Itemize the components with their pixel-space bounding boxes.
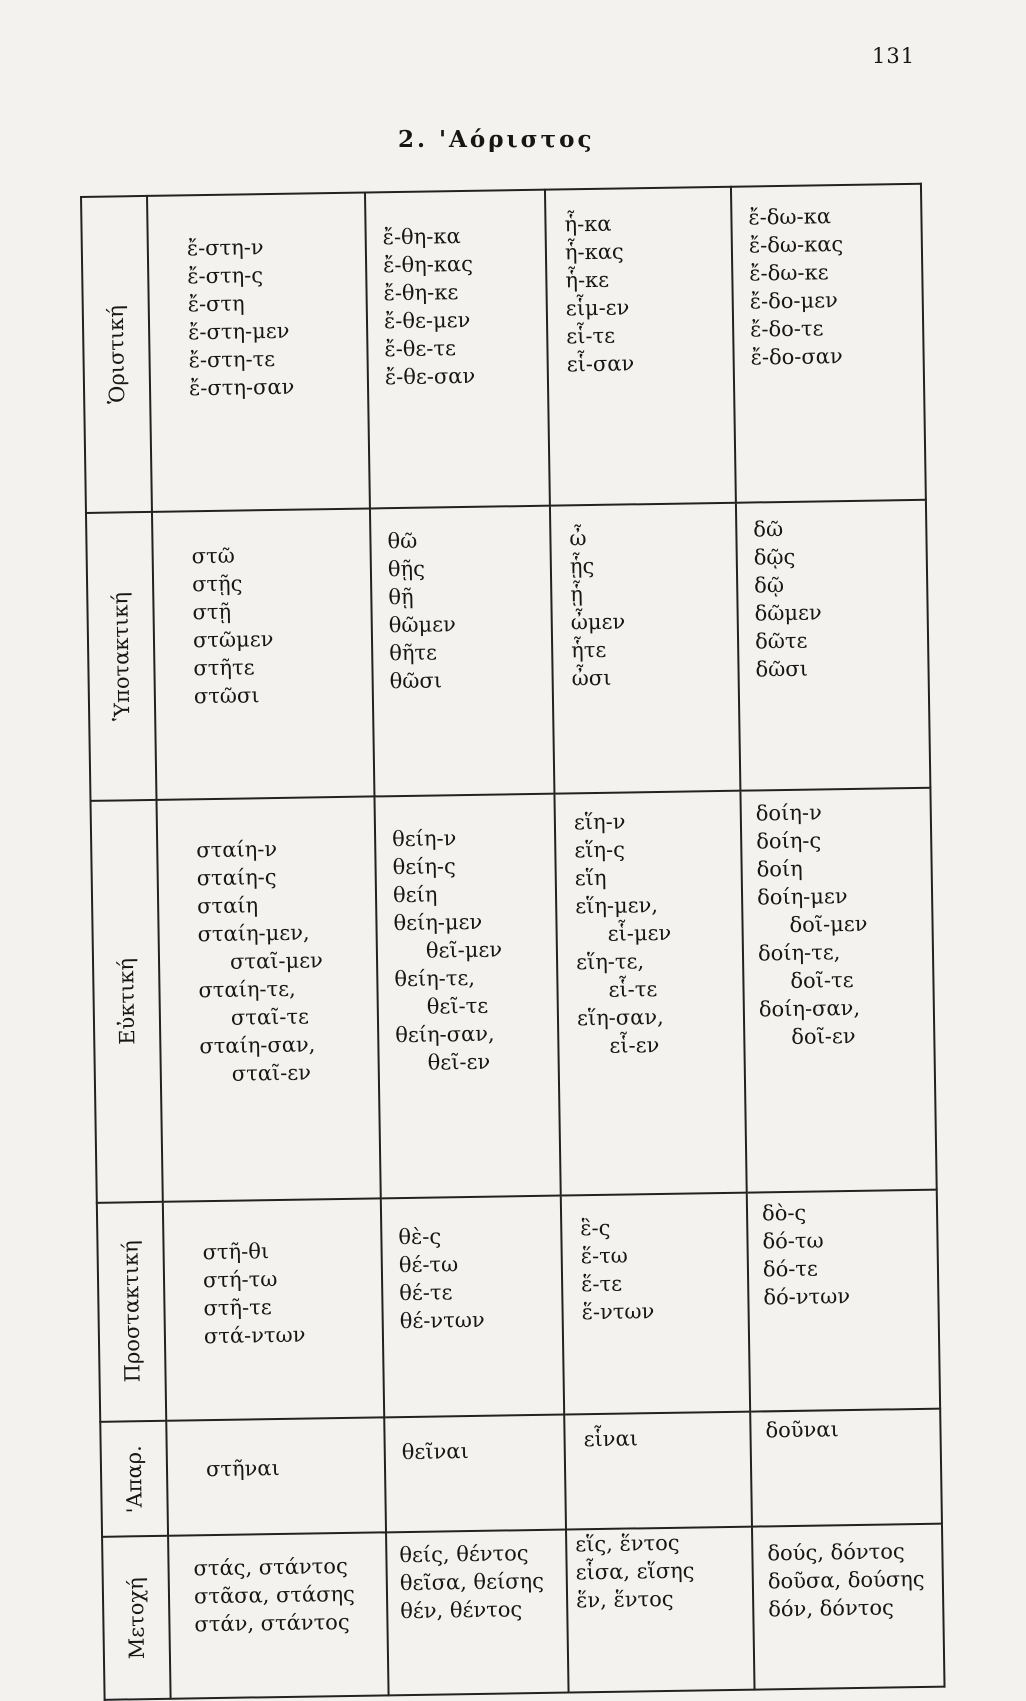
form: θεῖ-μεν <box>425 937 503 964</box>
form: ὦμεν <box>570 609 626 635</box>
form: εἵη-τε, <box>575 949 645 975</box>
forms-cell <box>168 1533 389 1699</box>
form: εἵη-σαν, <box>576 1005 664 1031</box>
mood-label-imperative: Προστακτική <box>118 1240 145 1383</box>
form: δόν, δόντος <box>768 1595 894 1622</box>
form: δοῖ-εν <box>791 1024 856 1050</box>
form: στῆτε <box>193 655 255 681</box>
form: στῶσι <box>193 683 260 709</box>
form: θείη-μεν <box>393 910 483 936</box>
form: δοῖ-μεν <box>789 912 868 938</box>
form: δοίη-ν <box>755 800 822 826</box>
forms-list <box>751 1409 939 1444</box>
form: θῶσι <box>389 668 443 694</box>
form: θεῖ-τε <box>426 994 489 1020</box>
form: ἧ-κας <box>564 239 624 265</box>
form: ὦσι <box>571 666 612 691</box>
form: ἔ-στη-τε <box>188 346 276 373</box>
form: στῆ-τε <box>203 1294 272 1320</box>
form: εἷμ-εν <box>565 295 630 321</box>
mood-label-cell <box>86 512 157 801</box>
form: ἕ-τω <box>580 1243 629 1268</box>
form: ἔ-στη-ς <box>187 263 264 289</box>
form: ἔ-δο-τε <box>749 316 824 342</box>
mood-label-participle: Μετοχή <box>123 1576 149 1660</box>
form: δοῖ-τε <box>790 968 854 994</box>
page-title: 2. 'Αόριστος <box>398 126 595 153</box>
form: δῶτε <box>754 628 808 654</box>
form: ἔ-θε-σαν <box>384 363 476 390</box>
forms-list <box>366 191 547 392</box>
form: εἷ-σαν <box>566 351 635 377</box>
form: ἧ-κα <box>564 211 612 237</box>
mood-label-subjunctive: Ὑποτακτική <box>108 592 135 722</box>
conjugation-table <box>80 183 946 1701</box>
form: εἷ-τε <box>566 323 616 349</box>
form: ἔ-δω-κας <box>748 232 844 258</box>
form: θέ-τε <box>399 1279 453 1305</box>
forms-list <box>555 792 743 1061</box>
form: στῶ <box>191 543 235 569</box>
form: σταίη <box>196 893 259 919</box>
forms-list <box>153 510 372 711</box>
form: σταίη-μεν, <box>197 920 310 947</box>
mood-label-cell <box>81 196 152 513</box>
form: δῶμεν <box>754 600 822 626</box>
mood-label-infinitive: 'Απαρ. <box>121 1444 147 1514</box>
form: θῶμεν <box>388 612 457 638</box>
form: σταῖ-τε <box>230 1004 310 1031</box>
forms-cell <box>374 794 560 1198</box>
form: εἵς, ἕντος <box>575 1531 680 1557</box>
forms-cell <box>163 1198 384 1421</box>
form: ἔ-στη-σαν <box>188 374 295 401</box>
forms-cell <box>550 503 741 794</box>
form: ἔ-δω-κα <box>748 204 832 230</box>
form: σταῖ-εν <box>231 1060 312 1087</box>
form: θείς, θέντος <box>399 1541 529 1568</box>
form: στῶμεν <box>192 627 274 653</box>
forms-cell <box>545 187 736 506</box>
table-row-imperative <box>97 1189 940 1421</box>
form: ἧ-κε <box>565 267 610 293</box>
form: εἵη-ς <box>574 837 626 863</box>
form: δῶσι <box>755 656 809 682</box>
form: ἓ-ς <box>580 1215 611 1240</box>
forms-cell <box>166 1417 386 1536</box>
forms-list <box>753 1525 942 1624</box>
form: ἔ-θη-κας <box>382 251 474 278</box>
forms-list <box>546 188 733 379</box>
forms-cell <box>736 500 931 791</box>
form: θεῖ-εν <box>427 1050 491 1076</box>
forms-cell <box>731 184 926 503</box>
form: ἔ-στη-μεν <box>187 318 290 345</box>
form: δοίη <box>756 857 803 882</box>
form: θῆτε <box>389 640 438 666</box>
form: ἔ-θη-κα <box>382 224 461 250</box>
form: δοίη-σαν, <box>758 996 861 1022</box>
forms-list <box>748 1190 938 1311</box>
form: θέ-τω <box>398 1251 459 1277</box>
form: εἵη-μεν, <box>575 893 659 919</box>
form: ἔ-δω-κε <box>749 260 829 286</box>
form: δῷ <box>754 573 785 598</box>
forms-list <box>562 1193 748 1326</box>
form: εἷναι <box>583 1426 639 1452</box>
form: δό-τω <box>762 1228 824 1254</box>
form: στάς, στάντος <box>193 1554 348 1581</box>
forms-list <box>164 1199 382 1350</box>
forms-cell <box>147 193 370 513</box>
forms-list <box>567 1528 752 1615</box>
forms-list <box>382 1196 562 1335</box>
form: στᾶσα, στάσης <box>193 1582 355 1609</box>
mood-label-cell <box>97 1201 166 1421</box>
form: ἕ-τε <box>580 1271 623 1296</box>
forms-list <box>148 194 367 403</box>
form: στῇς <box>191 571 243 597</box>
form: εἷ-εν <box>609 1033 660 1059</box>
table-row-optative <box>91 788 937 1202</box>
table-row-subjunctive <box>86 500 930 801</box>
form: θέν, θέντος <box>400 1597 523 1624</box>
mood-label-indicative: Ὁριστική <box>103 305 130 405</box>
forms-cell <box>566 1527 755 1692</box>
forms-cell <box>752 1524 945 1689</box>
forms-list <box>741 789 933 1052</box>
form: εἵη-ν <box>573 809 626 835</box>
forms-cell <box>564 1411 752 1530</box>
forms-list <box>387 1531 566 1626</box>
form: δῷς <box>753 545 796 570</box>
form: ἔ-θε-μεν <box>383 307 471 334</box>
forms-list <box>737 501 928 684</box>
form: δό-τε <box>762 1256 819 1282</box>
forms-list <box>385 1415 564 1466</box>
form: θῇς <box>387 556 426 582</box>
form: εἷ-μεν <box>607 921 672 947</box>
forms-cell <box>747 1189 940 1411</box>
forms-cell <box>386 1530 569 1695</box>
form: ᾗς <box>569 554 595 579</box>
form: θέ-ντων <box>399 1307 485 1333</box>
form: ἕ-ντων <box>581 1298 655 1324</box>
form: στῆναι <box>205 1455 280 1481</box>
form: θῇ <box>388 585 414 610</box>
form: θείη-ς <box>392 854 456 880</box>
form: δοίη-τε, <box>757 940 841 966</box>
mood-label-optative: Εὐκτική <box>113 957 140 1045</box>
form: δούς, δόντος <box>767 1539 905 1566</box>
form: ἔ-θη-κε <box>383 280 459 306</box>
form: σταίη-ν <box>196 837 278 863</box>
forms-cell <box>157 797 381 1202</box>
form: ἧτε <box>571 638 607 663</box>
forms-list <box>167 1418 384 1483</box>
table-row-indicative <box>81 184 926 513</box>
form: θεῖσα, θείσης <box>399 1569 545 1596</box>
mood-label-cell <box>102 1536 171 1700</box>
form: θείη <box>392 882 438 908</box>
form: σταῖ-μεν <box>229 948 323 975</box>
form: ἔ-στη-ν <box>186 235 264 261</box>
forms-cell <box>384 1414 566 1533</box>
form: στῇ <box>192 600 232 625</box>
mood-label-cell <box>91 800 163 1202</box>
forms-cell <box>370 506 555 797</box>
form: ἔ-στη <box>187 291 245 317</box>
forms-cell <box>554 791 746 1195</box>
form: ἔ-δο-μεν <box>749 288 838 314</box>
form: σταίη-τε, <box>198 977 296 1003</box>
form: στῆ-θι <box>202 1238 270 1264</box>
form: δοίη-μεν <box>756 884 848 910</box>
table-row-infinitive <box>100 1408 942 1537</box>
form: δοῦναι <box>765 1417 839 1443</box>
table-row-participle <box>102 1524 944 1700</box>
form: θείη-τε, <box>394 966 476 992</box>
forms-list <box>158 798 378 1089</box>
form: στά-ντων <box>203 1322 306 1348</box>
form: εἷσα, εἵσης <box>575 1558 695 1585</box>
form: ἔ-δο-σαν <box>750 344 843 370</box>
forms-list <box>169 1534 387 1639</box>
forms-list <box>732 185 923 372</box>
form: δοῦσα, δούσης <box>767 1567 925 1594</box>
form: δῶ <box>753 517 784 542</box>
forms-cell <box>561 1192 750 1414</box>
forms-list <box>375 795 557 1078</box>
form: στή-τω <box>202 1266 278 1292</box>
form: ἔ-θε-τε <box>384 336 457 362</box>
mood-label-cell <box>100 1421 168 1538</box>
form: θὲ-ς <box>398 1224 442 1249</box>
forms-cell <box>740 788 936 1192</box>
forms-cell <box>152 509 374 800</box>
form: ὦ <box>569 526 587 551</box>
form: θεῖναι <box>401 1438 469 1464</box>
forms-list <box>551 504 738 693</box>
form: εἵη <box>574 866 607 891</box>
forms-cell <box>750 1408 942 1527</box>
form: εἷ-τε <box>608 977 658 1003</box>
form: δὸ-ς <box>761 1200 807 1226</box>
forms-list <box>371 507 552 696</box>
form: θείη-σαν, <box>395 1021 495 1048</box>
form: ἕν, ἕντος <box>575 1587 674 1613</box>
forms-cell <box>365 190 550 509</box>
form: δό-ντων <box>763 1283 851 1310</box>
form: θῶ <box>387 529 418 554</box>
form: δοίη-ς <box>756 828 822 854</box>
form: σταίη-ς <box>196 865 277 891</box>
page-number: 131 <box>872 44 916 68</box>
form: ᾗ <box>570 582 584 607</box>
forms-list <box>565 1412 750 1453</box>
form: σταίη-σαν, <box>199 1032 316 1059</box>
form: στάν, στάντος <box>194 1610 350 1637</box>
form: θείη-ν <box>391 826 457 852</box>
forms-cell <box>381 1195 564 1417</box>
